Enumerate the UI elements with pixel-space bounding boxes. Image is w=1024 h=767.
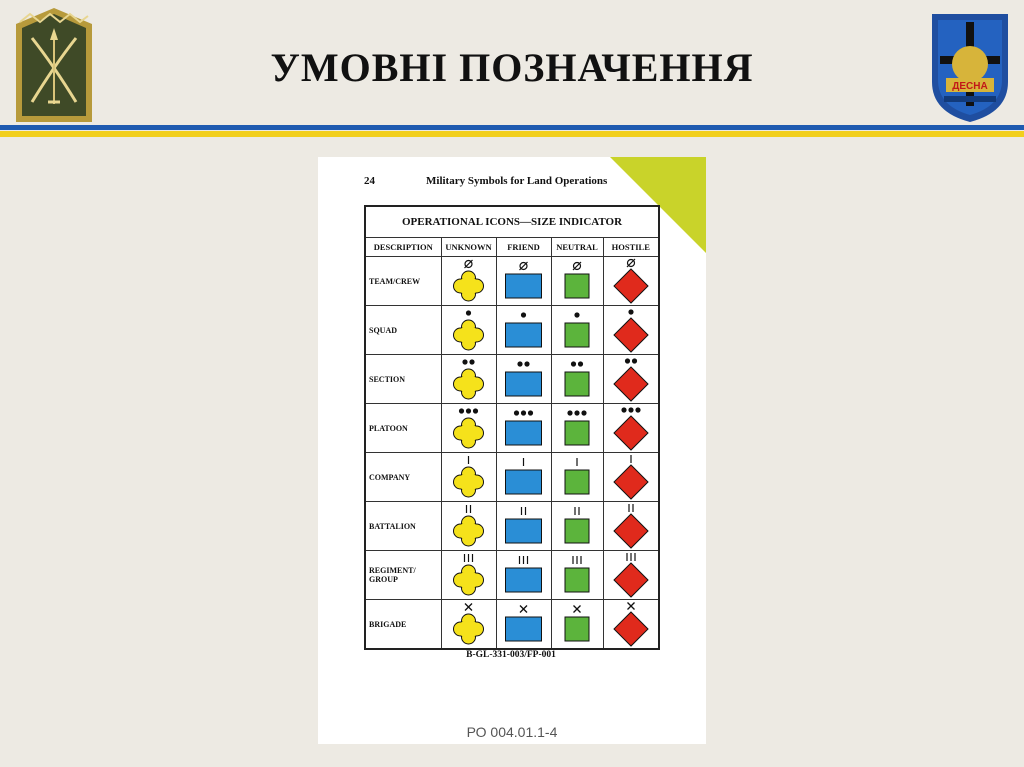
column-header-unknown: UNKNOWN [441,238,496,257]
document-code: РО 004.01.1-4 [466,724,558,740]
symbol-cell-friend [496,502,551,551]
symbol-cell-neutral [551,453,603,502]
symbol-cell-neutral [551,306,603,355]
friend-symbol-icon [497,257,550,305]
unknown-symbol-icon [442,502,495,550]
hostile-symbol-icon [604,502,658,550]
hostile-symbol-icon [604,355,658,403]
symbol-cell-unknown [441,404,496,453]
symbol-cell-unknown [441,306,496,355]
row-label: BATTALION [365,502,441,551]
neutral-symbol-icon [552,404,602,452]
neutral-symbol-icon [552,306,602,354]
friend-symbol-icon [497,600,550,648]
friend-symbol-icon [497,355,550,403]
neutral-symbol-icon [552,453,602,501]
table-header-row [365,238,659,257]
symbol-cell-friend [496,355,551,404]
column-header-hostile: HOSTILE [603,238,659,257]
symbol-cell-unknown [441,551,496,600]
friend-symbol-icon [497,306,550,354]
friend-symbol-icon [497,453,550,501]
symbol-cell-hostile [603,306,659,355]
unknown-symbol-icon [442,551,495,599]
table-row [365,355,659,404]
stripe-yellow [0,131,1024,137]
running-title: Military Symbols for Land Operations [426,175,608,187]
hostile-symbol-icon [604,404,658,452]
symbol-cell-neutral [551,600,603,650]
table-row [365,306,659,355]
symbol-cell-friend [496,257,551,306]
symbol-cell-hostile [603,404,659,453]
friend-symbol-icon [497,404,550,452]
unknown-symbol-icon [442,257,495,305]
emblem-text: ДЕСНА [952,81,988,92]
hostile-symbol-icon [604,600,658,648]
table-body [365,257,659,650]
symbol-cell-neutral [551,355,603,404]
table-row [365,551,659,600]
table-row [365,257,659,306]
hostile-symbol-icon [604,257,658,305]
slide-header [0,0,1024,140]
table-title: OPERATIONAL ICONS—SIZE INDICATOR [365,206,659,238]
row-label: COMPANY [365,453,441,502]
symbol-cell-unknown [441,355,496,404]
neutral-symbol-icon [552,257,602,305]
row-label: SQUAD [365,306,441,355]
symbol-cell-hostile [603,600,659,650]
column-header-friend: FRIEND [496,238,551,257]
symbol-cell-neutral [551,551,603,600]
source-reference: B-GL-331-003/FP-001 [466,650,556,660]
table-row [365,453,659,502]
table-row [365,600,659,650]
symbol-cell-hostile [603,453,659,502]
symbol-cell-hostile [603,551,659,600]
friend-symbol-icon [497,502,550,550]
neutral-symbol-icon [552,551,602,599]
symbol-cell-neutral [551,257,603,306]
table-row [365,404,659,453]
unknown-symbol-icon [442,453,495,501]
column-header-neutral: NEUTRAL [551,238,603,257]
row-label: TEAM/CREW [365,257,441,306]
symbol-cell-friend [496,306,551,355]
unknown-symbol-icon [442,306,495,354]
row-label: BRIGADE [365,600,441,650]
symbol-cell-friend [496,404,551,453]
unknown-symbol-icon [442,600,495,648]
symbol-cell-friend [496,600,551,650]
symbol-cell-unknown [441,453,496,502]
row-label: SECTION [365,355,441,404]
symbol-cell-neutral [551,404,603,453]
symbols-table [364,205,660,650]
hostile-symbol-icon [604,551,658,599]
hostile-symbol-icon [604,306,658,354]
symbol-cell-friend [496,551,551,600]
page-title: УМОВНІ ПОЗНАЧЕННЯ [270,45,754,90]
friend-symbol-icon [497,551,550,599]
unknown-symbol-icon [442,355,495,403]
hostile-symbol-icon [604,453,658,501]
symbol-cell-hostile [603,502,659,551]
neutral-symbol-icon [552,355,602,403]
document-page [318,157,706,744]
table-row [365,502,659,551]
column-header-description: DESCRIPTION [365,238,441,257]
crossed-sabers-emblem-icon [14,6,94,124]
unknown-symbol-icon [442,404,495,452]
symbol-cell-unknown [441,600,496,650]
symbol-cell-hostile [603,355,659,404]
stripe-blue [0,125,1024,130]
symbol-cell-unknown [441,502,496,551]
row-label: REGIMENT/ GROUP [365,551,441,600]
neutral-symbol-icon [552,600,602,648]
page-number: 24 [364,175,375,187]
row-label: PLATOON [365,404,441,453]
neutral-symbol-icon [552,502,602,550]
symbol-cell-unknown [441,257,496,306]
symbol-cell-hostile [603,257,659,306]
symbol-cell-friend [496,453,551,502]
symbol-cell-neutral [551,502,603,551]
training-center-emblem-icon [930,12,1010,124]
